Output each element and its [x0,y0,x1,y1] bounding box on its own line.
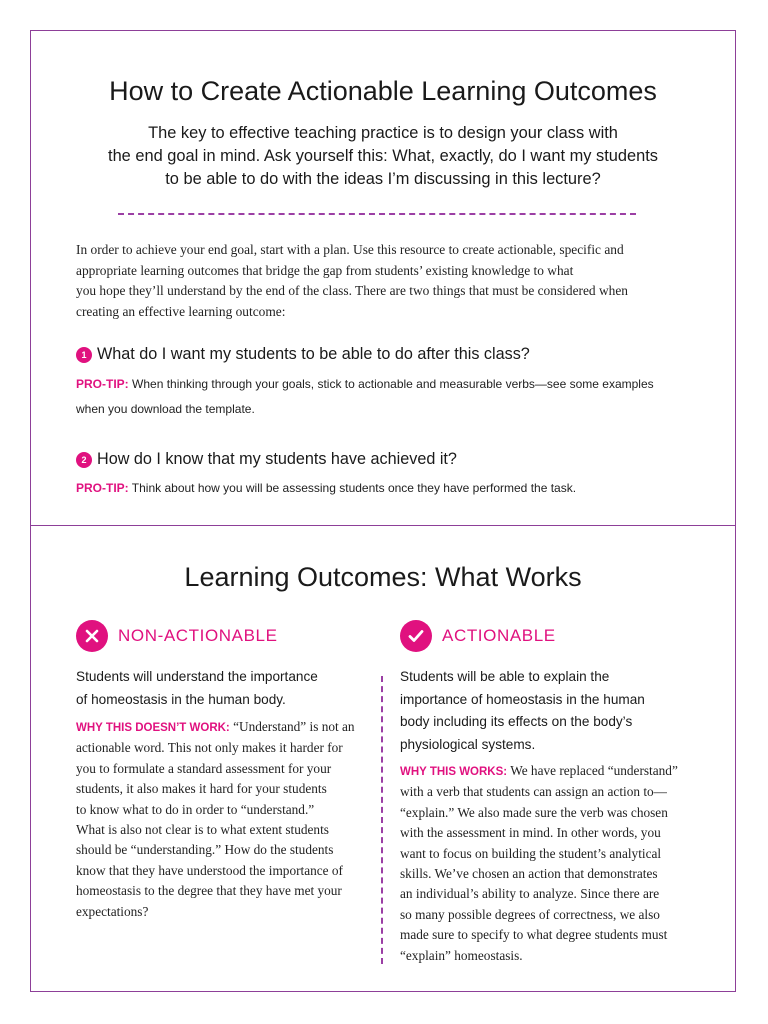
check-icon [400,620,432,652]
explanation-line: expectations? [76,903,149,919]
non-actionable-heading [76,620,278,652]
explanation-line: with the assessment in mind. In other words, you [400,825,661,841]
explanation-line: made sure to specify to what degree students must [400,927,668,943]
why-label: WHY THIS WORKS: [400,766,508,778]
pro-tip-label: PRO-TIP: [76,481,129,495]
explanation-line: you to formulate a standard assessment for your [76,760,332,776]
explanation-line: What is also not clear is to what extent students [76,822,329,838]
pro-tip-text: When thinking through your goals, stick to actionable and measurable verbs—see some examples [132,377,654,391]
explanation-line: know that they have understood the importance of [76,862,343,878]
subtitle-line: to be able to do with the ideas I’m discussing in this lecture? [165,170,601,188]
example-line: physiological systems. [400,736,536,752]
pro-tip-1 [76,372,696,422]
actionable-example [400,666,690,756]
intro-line: In order to achieve your end goal, start with a plan. Use this resource to create actionable, specific and [76,242,624,257]
question-2 [76,450,696,469]
example-line: of homeostasis in the human body. [76,691,286,707]
pro-tip-text: when you download the template. [76,402,255,416]
why-label: WHY THIS DOESN’T WORK: [76,722,230,734]
dashed-separator [118,213,636,215]
number-badge-1: 1 [76,347,92,363]
non-actionable-explanation [76,717,368,922]
explanation-line: “Understand” is not an [233,719,355,734]
question-text: How do I know that my students have achieved it? [97,450,457,468]
example-line: body including its effects on the body’s [400,714,633,729]
column-divider [381,676,383,964]
section-divider [30,525,736,526]
example-line: Students will be able to explain the [400,669,610,684]
explanation-line: students, it also makes it hard for your students [76,781,327,797]
explanation-line: “explain” homeostasis. [400,947,523,963]
number-badge-2: 2 [76,452,92,468]
page-title: How to Create Actionable Learning Outcomes [109,76,657,106]
example-line: Students will understand the importance [76,669,318,684]
explanation-line: an individual’s ability to analyze. Since there are [400,886,660,902]
subtitle-line: the end goal in mind. Ask yourself this: What, exactly, do I want my students [108,147,658,165]
actionable-heading [400,620,556,652]
explanation-line: We have replaced “understand” [510,763,678,778]
explanation-line: should be “understanding.” How do the students [76,842,334,858]
page-subtitle [80,122,686,191]
pro-tip-text: Think about how you will be assessing students once they have performed the task. [131,481,577,495]
heading-label: NON-ACTIONABLE [118,626,278,645]
intro-line: creating an effective learning outcome: [76,303,286,319]
explanation-line: want to focus on building the student’s analytical [400,845,662,861]
explanation-line: skills. We’ve chosen an action that demonstrates [400,866,658,882]
heading-label: ACTIONABLE [442,626,556,645]
section-title: Learning Outcomes: What Works [184,562,582,592]
example-line: importance of homeostasis in the human [400,691,645,707]
explanation-line: with a verb that students can assign an action to— [400,784,667,800]
x-icon [76,620,108,652]
explanation-line: so many possible degrees of correctness, we also [400,906,660,922]
intro-line: you hope they’ll understand by the end of the class. There are two things that must be considered when [76,283,628,298]
non-actionable-example [76,666,368,711]
explanation-line: to know what to do in order to “understand.” [76,801,315,817]
explanation-line: actionable word. This not only makes it harder for [76,740,343,756]
explanation-line: homeostasis to the degree that they have met your [76,883,342,899]
intro-line: appropriate learning outcomes that bridge the gap from students’ existing knowledge to what [76,262,574,278]
explanation-line: “explain.” We also made sure the verb was chosen [400,804,668,820]
subtitle-line: The key to effective teaching practice is to design your class with [148,124,618,142]
pro-tip-label: PRO-TIP: [76,377,129,391]
question-1 [76,345,696,364]
intro-paragraph [76,240,692,322]
actionable-explanation [400,761,692,966]
pro-tip-2 [76,476,696,501]
question-text: What do I want my students to be able to do after this class? [97,345,530,363]
